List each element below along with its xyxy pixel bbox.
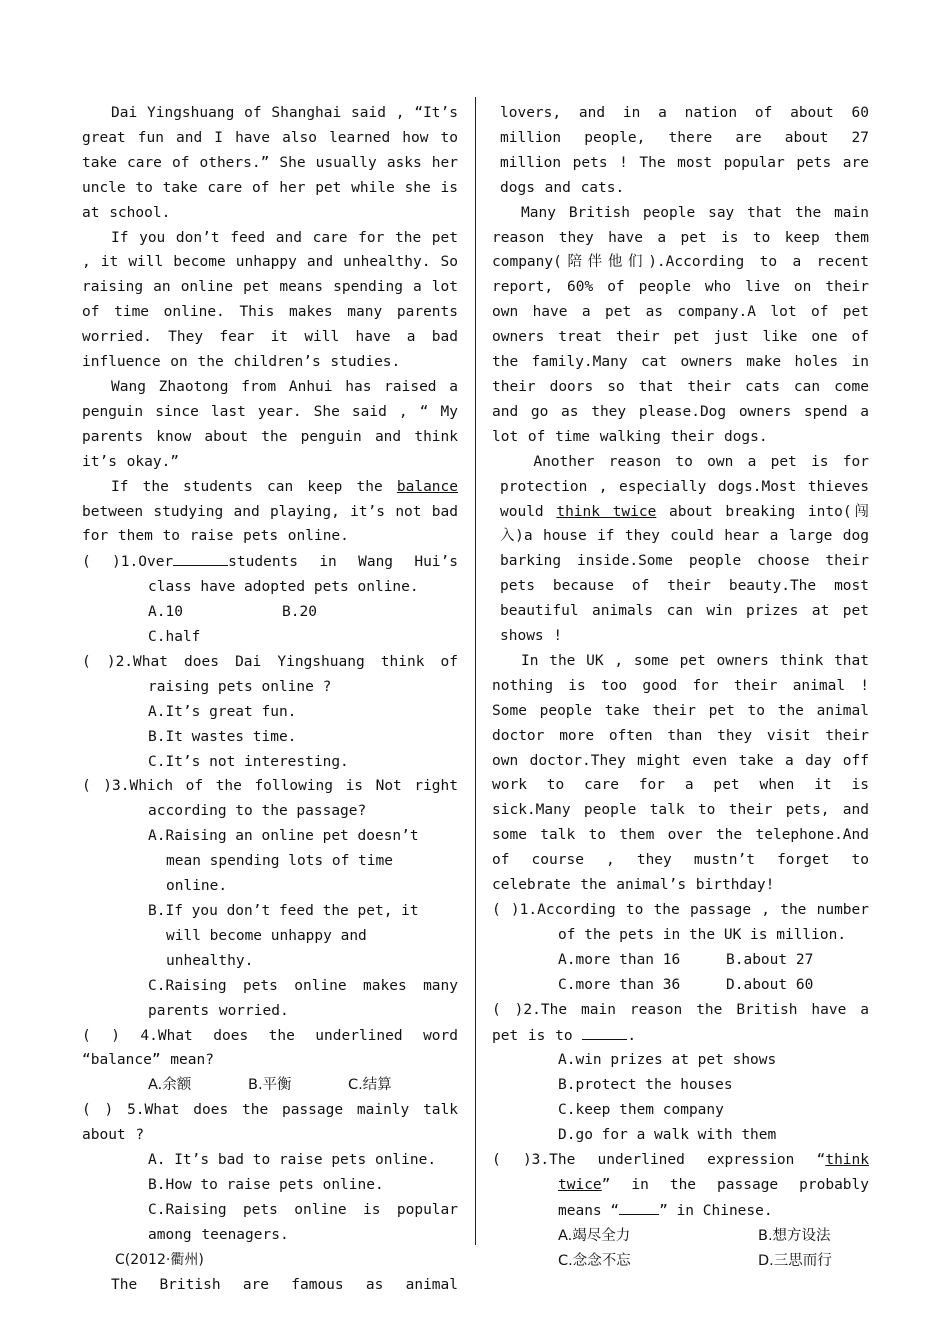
option-a[interactable]: A. It’s bad to raise pets online. [148,1152,437,1169]
paragraph-text: between studying and playing, it’s not bad for them to raise pets online. [82,503,458,545]
option-d[interactable]: D.三思而行 [758,1252,832,1269]
option-a[interactable]: A.余额 [148,1077,192,1094]
question-1 [82,549,458,600]
option-d[interactable]: D.go for a walk with them [558,1127,777,1144]
option-row [492,1224,869,1249]
paragraph-text: about breaking into(闯入)a house if they could hear a large dog barking inside.Some people choose their pets because of their beauty.The most beautiful animals can win prizes at pet shows ! [500,503,870,645]
option-a[interactable]: A.竭尽全力 [558,1227,631,1244]
option-b[interactable]: B.20 [282,604,317,621]
underlined-word-balance: balance [396,478,458,495]
option-a[interactable]: A.more than 16 [558,951,681,968]
question-text: ( )3.The underlined expression “ [492,1152,826,1169]
option-row [492,948,869,973]
question-text: ( )2.The main reason the British have a pet is to [492,1001,869,1044]
paragraph: lovers, and in a nation of about 60 million people, there are about 27 million pets ! The most popular pets are dogs and cats. [500,105,869,196]
option-a[interactable]: A.win prizes at pet shows [558,1052,777,1069]
question-text: ” in the passage probably means “ [558,1176,869,1219]
option-c[interactable]: C.结算 [348,1077,392,1094]
answer-blank[interactable] [619,1198,659,1215]
paragraph-text: If the students can keep the [111,478,397,495]
option-c[interactable]: C.It’s not interesting. [148,753,349,770]
question-text: students in Wang Hui’s class have adopted pets online. [148,554,458,596]
question-text: ( )1.Over [82,554,174,571]
answer-blank[interactable] [582,1023,627,1040]
option-c[interactable]: C.half [148,629,201,646]
option-c[interactable]: C.more than 36 [558,976,681,993]
section-heading: C(2012·衢州) [115,1251,204,1268]
paragraph-text: Another reason to own a pet is for protection , especially dogs.Most thieves would [500,453,869,520]
question-text: . [627,1027,637,1044]
underlined-phrase-think-twice: think twice [558,1152,869,1193]
right-column [492,101,869,1274]
option-c[interactable]: C.keep them company [558,1102,724,1119]
option-row [82,1073,458,1098]
question-3: ( )3.Which of the following is Not right according to the passage? [82,778,458,820]
paragraph: The British are famous as animal [111,1276,458,1293]
option-row [82,600,458,625]
option-b[interactable]: B.It wastes time. [148,728,297,745]
paragraph: Wang Zhaotong from Anhui has raised a penguin since last year. She said , “ My parents know about the penguin and think it’s okay.” [82,378,458,470]
column-divider [475,97,476,1245]
question-3 [492,1148,869,1224]
question-text: ” in Chinese. [659,1202,773,1219]
question-2 [492,998,869,1049]
option-b[interactable]: B.protect the houses [558,1077,733,1094]
paragraph: Dai Yingshuang of Shanghai said , “It’s great fun and I have also learned how to take care of others.” She usually asks her uncle to take care of her pet while she is at school. [82,105,458,221]
option-a[interactable]: A.10 [148,604,183,621]
option-c[interactable]: C.Raising pets online is popular among teenagers. [148,1201,458,1243]
paragraph [492,450,869,649]
option-b[interactable]: B.about 27 [726,951,814,968]
paragraph [82,475,458,550]
option-c[interactable] [82,974,458,1024]
answer-blank[interactable] [173,549,228,566]
underlined-phrase-think-twice: think twice [556,503,657,520]
option-row [492,973,869,998]
option-b[interactable]: B.How to raise pets online. [148,1176,384,1193]
option-a[interactable]: A.It’s great fun. [148,703,297,720]
option-a[interactable]: A.Raising an online pet doesn’t mean spending lots of time online. [148,828,419,895]
question-5: ( ) 5.What does the passage mainly talk about ? [82,1102,458,1144]
paragraph: If you don’t feed and care for the pet , it will become unhappy and unhealthy. So raising an online pet means spending a lot of time online. This makes many parents worried. They fear it will have a bad influence on the children’s studies. [82,229,458,371]
left-column [82,101,458,1298]
option-b[interactable]: B.If you don’t feed the pet, it will become unhappy and unhealthy. [148,903,419,969]
option-b[interactable]: B.平衡 [248,1077,292,1094]
question-2: ( )2.What does Dai Yingshuang think of raising pets online ? [82,653,458,695]
option-c-text: C.Raising pets online makes many parents worried. [148,977,458,1019]
paragraph: Many British people say that the main reason they have a pet is to keep them company(陪伴他们).According to a recent report, 60% of people who live on their own have a pet as company.A lot of pet owners treat their pet just like one of the family.Many cat owners make holes in their doors so that their cats can come and go as they please.Dog owners spend a lot of time walking their dogs. [492,204,869,445]
option-b[interactable]: B.想方设法 [758,1227,831,1244]
option-c[interactable]: C.念念不忘 [558,1252,631,1269]
paragraph: In the UK , some pet owners think that nothing is too good for their animal ! Some people take their pet to the animal doctor more often than they visit their own doctor.They might even take a day off work to care for a pet when it is sick.Many people talk to their pets, and some talk to them over the telephone.And of course , they mustn’t forget to celebrate the animal’s birthday! [492,652,869,894]
question-1: ( )1.According to the passage , the number of the pets in the UK is million. [492,902,869,943]
option-d[interactable]: D.about 60 [726,976,814,993]
option-row [492,1249,869,1274]
question-4: ( ) 4.What does the underlined word “balance” mean? [82,1027,458,1069]
